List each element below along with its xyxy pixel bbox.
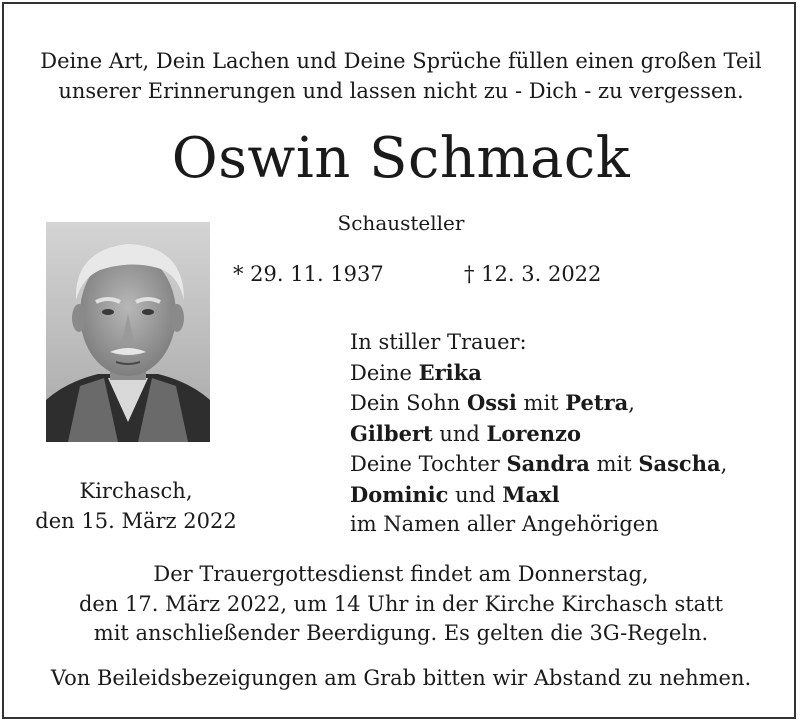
portrait-photo: [46, 222, 210, 442]
name-maxl: Maxl: [502, 481, 560, 507]
name-petra: Petra: [565, 390, 629, 415]
name-sascha: Sascha: [638, 451, 721, 476]
mourner-line-relatives: im Namen aller Angehörigen: [350, 512, 659, 536]
mourner-line-grandsons: Gilbert und Lorenzo: [350, 420, 581, 446]
service-line-1: Der Trauergottesdienst findet am Donnerstag,: [153, 562, 649, 586]
mourner-line-son: Dein Sohn Ossi mit Petra,: [350, 390, 635, 415]
name-lorenzo: Lorenzo: [486, 420, 581, 446]
birth-date: * 29. 11. 1937: [233, 262, 384, 286]
verse-line-1: Deine Art, Dein Lachen und Deine Sprüche füllen einen großen Teil: [40, 49, 762, 73]
deceased-occupation: Schausteller: [337, 211, 465, 235]
funeral-service-notice: [4, 560, 798, 649]
mourners-heading: In stiller Trauer:: [350, 330, 527, 354]
mourner-line-wife: Deine Erika: [350, 359, 482, 385]
name-dominic: Dominic: [350, 481, 449, 507]
verse-line-2: unserer Erinnerungen und lassen nicht zu - Dich - zu vergessen.: [58, 79, 744, 103]
deceased-name: Oswin Schmack: [171, 126, 631, 191]
closing-note: Von Beileidsbezeigungen am Grab bitten wir Abstand zu nehmen.: [50, 666, 752, 690]
obituary-card: [2, 2, 796, 719]
name-gilbert: Gilbert: [350, 420, 433, 446]
mourner-line-daughter: Deine Tochter Sandra mit Sascha,: [350, 451, 728, 476]
death-date: † 12. 3. 2022: [464, 262, 602, 286]
mourners-list: [350, 328, 727, 540]
mourner-line-grandchildren: Dominic und Maxl: [350, 481, 560, 507]
place-line: Kirchasch,: [79, 479, 193, 503]
name-sandra: Sandra: [506, 451, 590, 476]
service-line-2: den 17. März 2022, um 14 Uhr in der Kirche Kirchasch statt: [78, 591, 724, 616]
place-and-date: [14, 476, 258, 536]
service-line-3: mit anschließender Beerdigung. Es gelten die 3G-Regeln.: [93, 621, 709, 645]
name-ossi: Ossi: [466, 390, 517, 415]
date-line: den 15. März 2022: [35, 509, 237, 533]
memorial-verse: [4, 46, 798, 106]
name-erika: Erika: [418, 359, 482, 385]
